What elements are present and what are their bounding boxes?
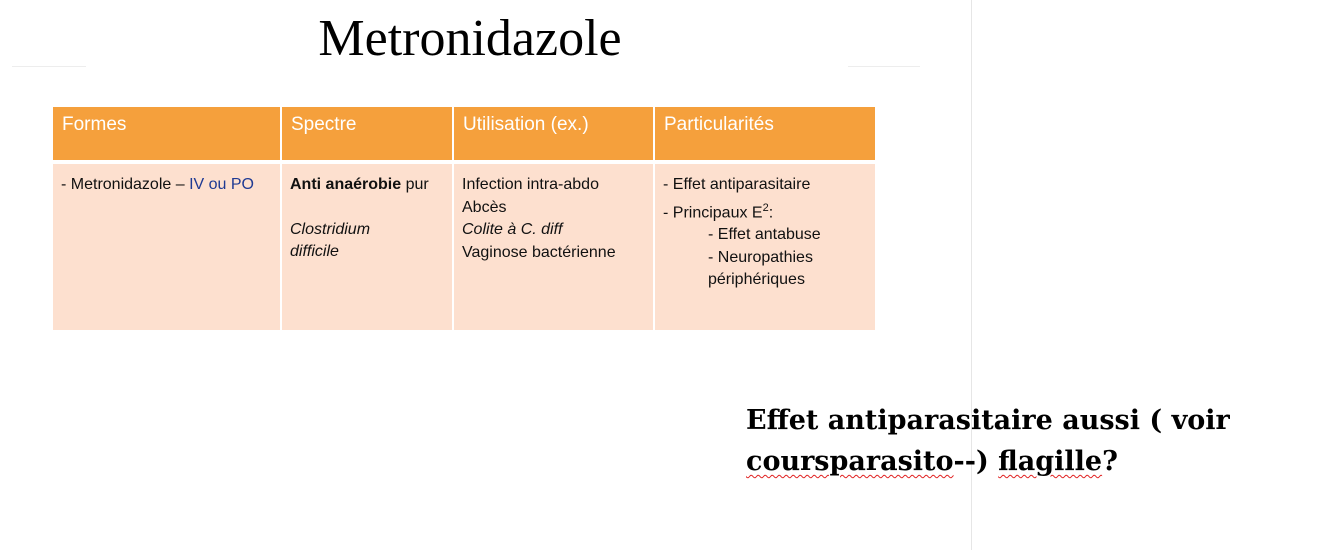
- cell-spectre: [282, 164, 452, 330]
- particularite-sub: - Effet antabuse: [708, 226, 821, 244]
- spectre-organism-2: difficile: [290, 243, 339, 260]
- top-left-rule: [12, 66, 86, 67]
- utilisation-line: Vaginose bactérienne: [462, 243, 616, 261]
- spectre-rest: pur: [401, 176, 429, 193]
- spacer: [290, 197, 444, 219]
- particularite-sub: - Neuropathies: [708, 248, 813, 266]
- utilisation-line: Infection intra-abdo: [462, 176, 599, 193]
- misspelled-word: flagille: [998, 446, 1103, 477]
- spectre-line: [290, 174, 444, 197]
- utilisation-line: Abcès: [462, 198, 507, 216]
- utilisation-line: Colite à C. diff: [462, 221, 563, 238]
- note-line-1: Effet antiparasitaire aussi ( voir: [746, 405, 1230, 436]
- note-text: --): [953, 446, 999, 477]
- header-utilisation: Utilisation (ex.): [454, 107, 653, 160]
- forme-name: - Metronidazole –: [61, 176, 190, 193]
- forme-route: IV ou PO: [189, 176, 254, 193]
- note-text: ?: [1102, 446, 1118, 477]
- drug-table: [53, 107, 873, 330]
- annotation-note[interactable]: [746, 400, 1316, 482]
- particularite-line: [663, 197, 867, 225]
- spectre-organism-1: Clostridium: [290, 220, 371, 238]
- cell-particularites: [655, 164, 875, 330]
- superscript: 2: [762, 201, 769, 214]
- header-formes: Formes: [53, 107, 280, 160]
- cell-formes: [53, 164, 280, 330]
- slide-title: Metronidazole: [318, 10, 622, 67]
- misspelled-word: coursparasito: [746, 446, 954, 477]
- header-spectre: Spectre: [282, 107, 452, 160]
- particularite-colon: :: [768, 203, 774, 221]
- top-right-rule: [848, 66, 920, 67]
- particularite-line: - Effet antiparasitaire: [663, 176, 811, 193]
- particularite-text: - Principaux E: [663, 203, 763, 221]
- header-particularites: Particularités: [655, 107, 875, 160]
- spectre-bold: Anti anaérobie: [290, 176, 402, 193]
- cell-utilisation: [454, 164, 653, 330]
- particularite-sub: périphériques: [708, 271, 805, 289]
- note-line-2: [746, 441, 1316, 482]
